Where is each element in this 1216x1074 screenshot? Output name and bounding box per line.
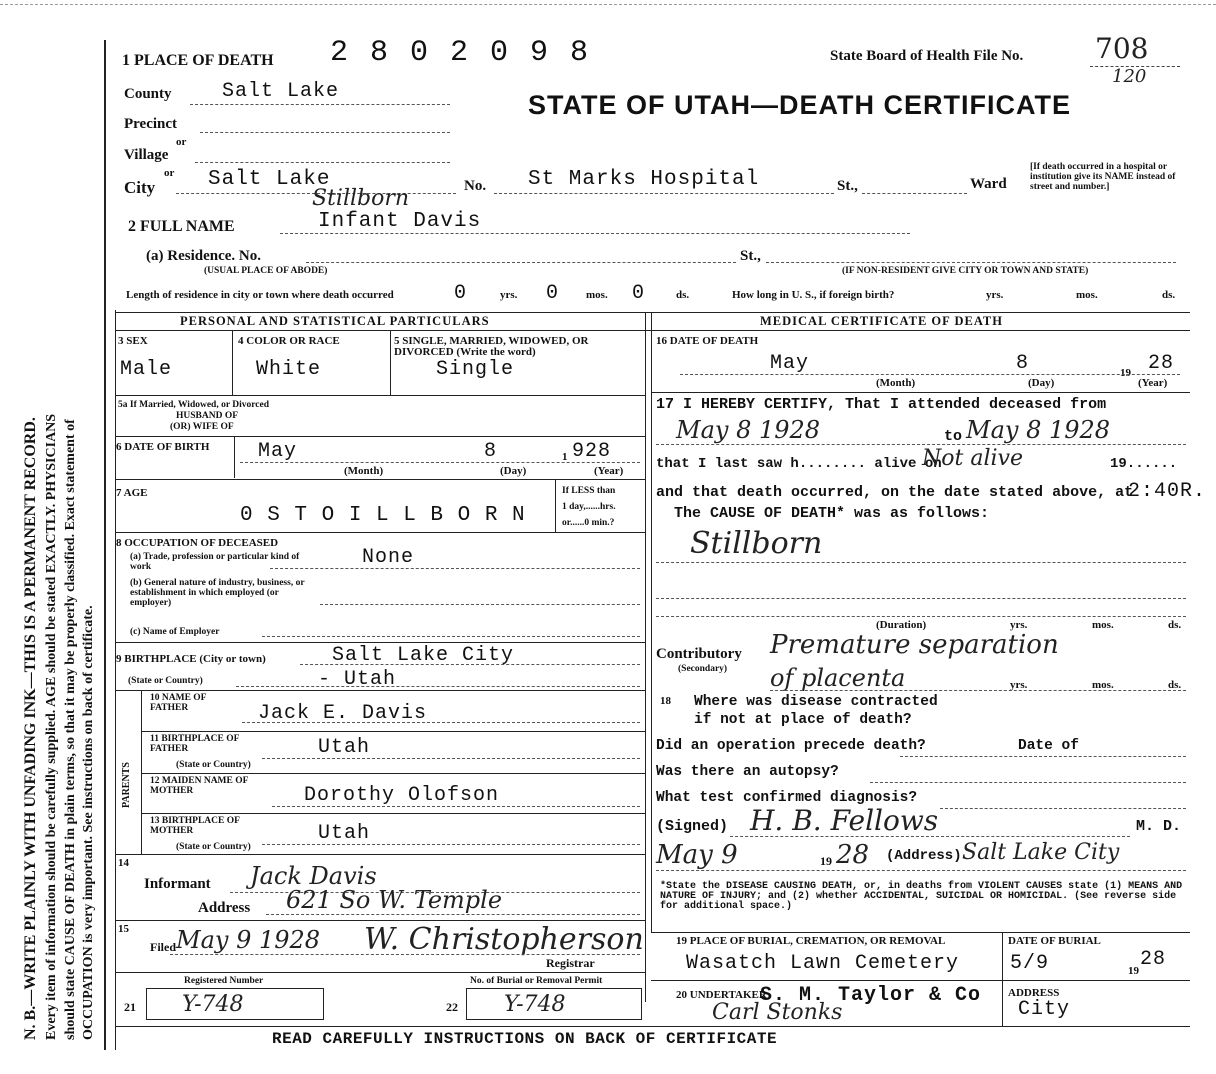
- employer-label: (c) Name of Employer: [130, 627, 220, 637]
- burial-date-value: 5/9: [1010, 952, 1050, 975]
- father-birthplace-value: Utah: [318, 736, 371, 759]
- dod-month-caption: (Month): [876, 377, 916, 389]
- burial-permit-value: Y-748: [504, 992, 566, 1017]
- grid-header-line: [115, 330, 1190, 331]
- burial-top-line: [651, 932, 1190, 933]
- residence-yrs-value: 0: [454, 282, 468, 305]
- cause-line-1: [656, 562, 1186, 563]
- q18-number: 18: [660, 695, 671, 707]
- dob-year-caption: (Year): [594, 465, 624, 477]
- death-occurred-label: and that death occurred, on the date stated above, at: [656, 484, 1134, 501]
- residence-mos-label: mos.: [586, 289, 608, 301]
- or-1: or: [176, 136, 187, 148]
- father-birthplace-line: [262, 758, 640, 759]
- duration-yrs: yrs.: [1010, 619, 1028, 631]
- birthplace-label: 9 BIRTHPLACE (City or town): [116, 653, 266, 665]
- autopsy-line: [870, 782, 1186, 783]
- full-name-label: 2 FULL NAME: [128, 218, 235, 235]
- county-label: County: [124, 86, 172, 102]
- spouse-label-1: 5a If Married, Widowed, or Divorced: [118, 400, 270, 410]
- dob-divider: [234, 436, 235, 478]
- burial-year-value: 28: [1140, 948, 1167, 971]
- father-birthplace-sub: (State or Country): [176, 760, 251, 770]
- dod-year-caption: (Year): [1138, 377, 1168, 389]
- us-ds-label: ds.: [1162, 289, 1176, 301]
- burial-divider: [1002, 932, 1003, 980]
- how-long-us-label: How long in U. S., if foreign birth?: [732, 289, 895, 301]
- ward-note: [If death occurred in a hospital or institution give its NAME instead of street and number.]: [1030, 162, 1176, 192]
- cause-of-death-value: Stillborn: [690, 526, 823, 561]
- father-birthplace-label: 11 BIRTHPLACE OF FATHER: [150, 734, 240, 754]
- county-line: [190, 104, 450, 105]
- spouse-label-2: HUSBAND OF: [176, 411, 239, 421]
- employer-line: [262, 636, 640, 637]
- row-5a-line: [115, 436, 645, 437]
- certify-statement: 17 I HEREBY CERTIFY, That I attended deceased from: [656, 396, 1107, 413]
- footer-instructions: READ CAREFULLY INSTRUCTIONS ON BACK OF CERTIFICATE: [272, 1030, 778, 1048]
- informant-label: Informant: [144, 876, 211, 892]
- residence-yrs-label: yrs.: [500, 289, 518, 301]
- date-of-label: Date of: [1018, 738, 1079, 754]
- mother-bp-row-line: [115, 854, 645, 855]
- less-than-1: If LESS than: [562, 486, 616, 496]
- duration-ds: ds.: [1168, 619, 1182, 631]
- informant-row-line: [115, 920, 645, 921]
- dod-month: May: [770, 352, 810, 375]
- place-of-death-label: 1 PLACE OF DEATH: [122, 52, 274, 69]
- row-6-line: [115, 479, 645, 480]
- undertaker-label: 20 UNDERTAKER: [676, 989, 767, 1001]
- sign-date-line: [656, 870, 1186, 871]
- precinct-line: [200, 132, 450, 133]
- less-than-3: or......0 min.?: [562, 518, 615, 528]
- marital-value: Single: [436, 358, 515, 381]
- city-label: City: [124, 178, 156, 197]
- last-saw-value: Not alive: [922, 446, 1023, 471]
- sign-date: May 9: [656, 840, 738, 870]
- burial-date-label: DATE OF BURIAL: [1008, 935, 1101, 947]
- dod-year-prefix: 19: [1120, 367, 1131, 379]
- top-edge: [0, 4, 1216, 5]
- contrib-yrs: yrs.: [1010, 679, 1028, 691]
- file-no-label: State Board of Health File No.: [830, 48, 1024, 64]
- birthplace-state: - Utah: [318, 668, 397, 691]
- signed-label: (Signed): [656, 818, 729, 835]
- occupation-label: 8 OCCUPATION OF DECEASED: [116, 537, 279, 549]
- dob-day: 8: [484, 440, 498, 463]
- registrar-signature: W. Christopherson: [364, 922, 644, 957]
- mother-birthplace-sub: (State or Country): [176, 842, 251, 852]
- undertaker-divider: [1002, 980, 1003, 1026]
- signed-line: [730, 836, 1130, 837]
- file-no-value: 708: [1095, 32, 1149, 65]
- physician-address: Salt Lake City: [962, 840, 1120, 865]
- registered-number-prefix: 21: [124, 1000, 136, 1014]
- county-value: Salt Lake: [222, 80, 340, 103]
- burial-place-value: Wasatch Lawn Cemetery: [686, 952, 960, 975]
- attended-to-label: to: [944, 428, 963, 445]
- birthplace-state-line: [236, 686, 640, 687]
- birthplace-city-line: [300, 664, 640, 665]
- age-value: 0 S T O I L L B O R N: [240, 504, 526, 527]
- physician-signature: H. B. Fellows: [750, 804, 939, 837]
- row-9-line: [115, 690, 645, 691]
- full-name-overwrite: Stillborn: [312, 186, 410, 211]
- mother-birthplace-label: 13 BIRTHPLACE OF MOTHER: [150, 816, 240, 836]
- color-divider: [390, 330, 391, 395]
- occupation-sub-a: (a) Trade, profession or particular kind of work: [130, 552, 300, 572]
- undertaker-address-label: ADDRESS: [1008, 987, 1060, 999]
- registrar-label: Registrar: [546, 956, 595, 970]
- dob-year: 928: [572, 440, 612, 463]
- dob-line: [240, 462, 640, 463]
- village-line: [195, 162, 450, 163]
- file-no-note: 120: [1112, 66, 1147, 87]
- attended-line: [656, 444, 1186, 445]
- duration-label: (Duration): [876, 619, 927, 631]
- dob-month: May: [258, 440, 298, 463]
- residence-st-label: St.,: [740, 248, 761, 264]
- address-value: 621 So W. Temple: [286, 886, 503, 914]
- autopsy-label: Was there an autopsy?: [656, 764, 839, 780]
- certificate-number: 2 8 0 2 0 9 8: [330, 36, 591, 70]
- mother-birthplace-line: [262, 844, 640, 845]
- marital-label: 5 SINGLE, MARRIED, WIDOWED, OR DIVORCED (Write the word): [394, 335, 589, 358]
- color-value: White: [256, 358, 322, 381]
- grid-center-right: [651, 312, 652, 932]
- father-label: 10 NAME OF FATHER: [150, 693, 207, 713]
- cause-footnote: *State the DISEASE CAUSING DEATH, or, in deaths from VIOLENT CAUSES state (1) MEANS AND NATURE OF INJURY; and (2) whether ACCIDENTAL, SUICIDAL OR HOMICIDAL. (See reverse side for additional space.): [660, 881, 1183, 912]
- burial-bottom-line: [651, 980, 1190, 981]
- sidebar-line-1: N. B.—WRITE PLAINLY WITH UNFADING INK—THIS IS A PERMANENT RECORD.: [22, 417, 39, 1040]
- father-row-line: [141, 731, 645, 732]
- dob-year-prefix: 1: [562, 451, 568, 463]
- physician-address-label: (Address): [886, 848, 962, 864]
- sign-year-prefix: 19: [820, 854, 832, 868]
- footer-line: [115, 1026, 1190, 1027]
- nonresident-note: (IF NON-RESIDENT GIVE CITY OR TOWN AND STATE): [842, 266, 1089, 276]
- us-mos-label: mos.: [1076, 289, 1098, 301]
- dob-day-caption: (Day): [500, 465, 527, 477]
- age-label: 7 AGE: [116, 487, 148, 499]
- medical-section-title: MEDICAL CERTIFICATE OF DEATH: [760, 314, 1003, 328]
- personal-section-title: PERSONAL AND STATISTICAL PARTICULARS: [180, 314, 490, 328]
- st-label: St.,: [837, 178, 858, 194]
- dod-day: 8: [1016, 352, 1030, 375]
- filed-label: Filed: [150, 940, 176, 954]
- filed-date: May 9 1928: [176, 926, 321, 954]
- residence-line: [306, 262, 736, 263]
- st-line: [862, 193, 967, 194]
- informant-number: 14: [118, 857, 129, 869]
- address-label: Address: [198, 900, 251, 916]
- birthplace-sub: (State or Country): [128, 676, 203, 686]
- burial-year-prefix: 19: [1128, 965, 1139, 977]
- precinct-label: Precinct: [124, 116, 178, 132]
- contributory-value-2: of placenta: [770, 664, 906, 692]
- contributory-label: Contributory: [656, 646, 742, 662]
- residence-mos-value: 0: [546, 282, 560, 305]
- grid-center-left: [645, 312, 646, 1002]
- contributory-line: [770, 690, 1186, 691]
- dod-line: [680, 374, 1180, 375]
- sidebar-line-4: OCCUPATION is very important. See instructions on back of certificate.: [81, 605, 96, 1040]
- color-label: 4 COLOR OR RACE: [238, 335, 340, 347]
- mother-row-line: [141, 813, 645, 814]
- full-name-line: [280, 233, 910, 234]
- dod-day-caption: (Day): [1028, 377, 1055, 389]
- address-line: [266, 914, 640, 915]
- sidebar-line-3: should state CAUSE OF DEATH in plain terms, so that it may be properly classified. Exact statement of: [63, 419, 78, 1040]
- death-time: 2:40R.: [1128, 480, 1207, 503]
- row-8-line: [115, 642, 645, 643]
- residence-ds-label: ds.: [676, 289, 690, 301]
- date-of-death-label: 16 DATE OF DEATH: [656, 335, 759, 347]
- operation-line: [900, 756, 1186, 757]
- grid-top-line: [115, 312, 1190, 313]
- length-residence-label: Length of residence in city or town where death occurred: [126, 289, 394, 301]
- dod-year: 28: [1148, 352, 1175, 375]
- registered-number-value: Y-748: [182, 992, 244, 1017]
- contrib-ds: ds.: [1168, 679, 1182, 691]
- us-yrs-label: yrs.: [986, 289, 1004, 301]
- where-contracted-label-2: if not at place of death?: [694, 712, 912, 728]
- father-value: Jack E. Davis: [258, 702, 428, 725]
- left-border: [104, 40, 106, 1050]
- filed-row-line: [115, 972, 645, 973]
- undertaker-value: S. M. Taylor & Co: [760, 984, 982, 1007]
- test-label: What test confirmed diagnosis?: [656, 790, 918, 806]
- residence-st-line: [766, 262, 1176, 263]
- street-no-value: St Marks Hospital: [528, 168, 760, 191]
- certificate-title: STATE OF UTAH—DEATH CERTIFICATE: [528, 90, 1071, 120]
- test-line: [940, 808, 1186, 809]
- cause-of-death-label: The CAUSE OF DEATH* was as follows:: [674, 505, 990, 522]
- undertaker-address-value: City: [1018, 998, 1071, 1021]
- occupation-line-a: [270, 568, 640, 569]
- sex-divider: [232, 330, 233, 395]
- occupation-sub-b: (b) General nature of industry, business, or establishment in which employed (or employer): [130, 578, 305, 608]
- residence-label: (a) Residence. No.: [146, 248, 261, 264]
- residence-sub: (USUAL PLACE OF ABODE): [204, 266, 328, 276]
- sign-year: 28: [836, 840, 870, 870]
- contributory-value: Premature separation: [770, 630, 1059, 660]
- informant-value: Jack Davis: [250, 862, 377, 890]
- residence-ds-value: 0: [632, 282, 646, 305]
- birthplace-city: Salt Lake City: [332, 644, 515, 667]
- less-than-2: 1 day,......hrs.: [562, 502, 616, 512]
- ward-label: Ward: [970, 176, 1007, 192]
- left-inner-border: [115, 310, 116, 1050]
- spouse-label-3: (OR) WIFE OF: [170, 422, 234, 432]
- father-bp-row-line: [141, 773, 645, 774]
- last-saw-label: that I last saw h........ alive on: [656, 456, 942, 472]
- or-2: or: [164, 167, 175, 179]
- cause-line-2: [656, 598, 1186, 599]
- dob-month-caption: (Month): [344, 465, 384, 477]
- md-label: M. D.: [1136, 818, 1182, 835]
- dod-row-line: [651, 392, 1190, 393]
- village-label: Village: [124, 147, 169, 163]
- street-line: [494, 193, 834, 194]
- parents-divider: [141, 690, 142, 854]
- burial-place-label: 19 PLACE OF BURIAL, CREMATION, OR REMOVAL: [676, 935, 946, 947]
- occupation-line-b: [320, 604, 640, 605]
- undertaker-signature: Carl Stonks: [712, 1000, 843, 1025]
- burial-permit-prefix: 22: [446, 1000, 458, 1014]
- where-contracted-label: Where was disease contracted: [694, 694, 938, 710]
- occupation-value: None: [362, 546, 415, 569]
- mother-value: Dorothy Olofson: [304, 784, 500, 807]
- secondary-label: (Secondary): [678, 664, 728, 674]
- registered-number-label: Registered Number: [184, 976, 264, 986]
- city-value: Salt Lake: [208, 168, 331, 191]
- father-line: [242, 722, 640, 723]
- contrib-mos: mos.: [1092, 679, 1114, 691]
- filed-line: [170, 954, 640, 955]
- mother-birthplace-value: Utah: [318, 822, 371, 845]
- duration-line: [656, 616, 1186, 617]
- row-3-line: [115, 395, 645, 396]
- attended-to: May 8 1928: [966, 416, 1111, 444]
- dob-label: 6 DATE OF BIRTH: [116, 441, 210, 453]
- full-name-value: Infant Davis: [318, 210, 482, 233]
- sidebar-line-2: Every item of information should be carefully supplied. AGE should be stated EXACTLY. PHYSICIANS: [44, 413, 59, 1040]
- last-saw-year: 19......: [1110, 456, 1178, 472]
- duration-mos: mos.: [1092, 619, 1114, 631]
- mother-label: 12 MAIDEN NAME OF MOTHER: [150, 776, 249, 796]
- attended-from: May 8 1928: [676, 416, 821, 444]
- operation-label: Did an operation precede death?: [656, 738, 926, 754]
- sex-value: Male: [120, 358, 173, 381]
- mother-line: [272, 806, 640, 807]
- sex-label: 3 SEX: [118, 335, 148, 347]
- burial-permit-label: No. of Burial or Removal Permit: [470, 976, 603, 986]
- filed-number: 15: [118, 923, 129, 935]
- street-no-label: No.: [464, 178, 487, 194]
- row-7-line: [115, 532, 645, 533]
- age-divider: [555, 479, 556, 532]
- parents-label: PARENTS: [121, 762, 132, 808]
